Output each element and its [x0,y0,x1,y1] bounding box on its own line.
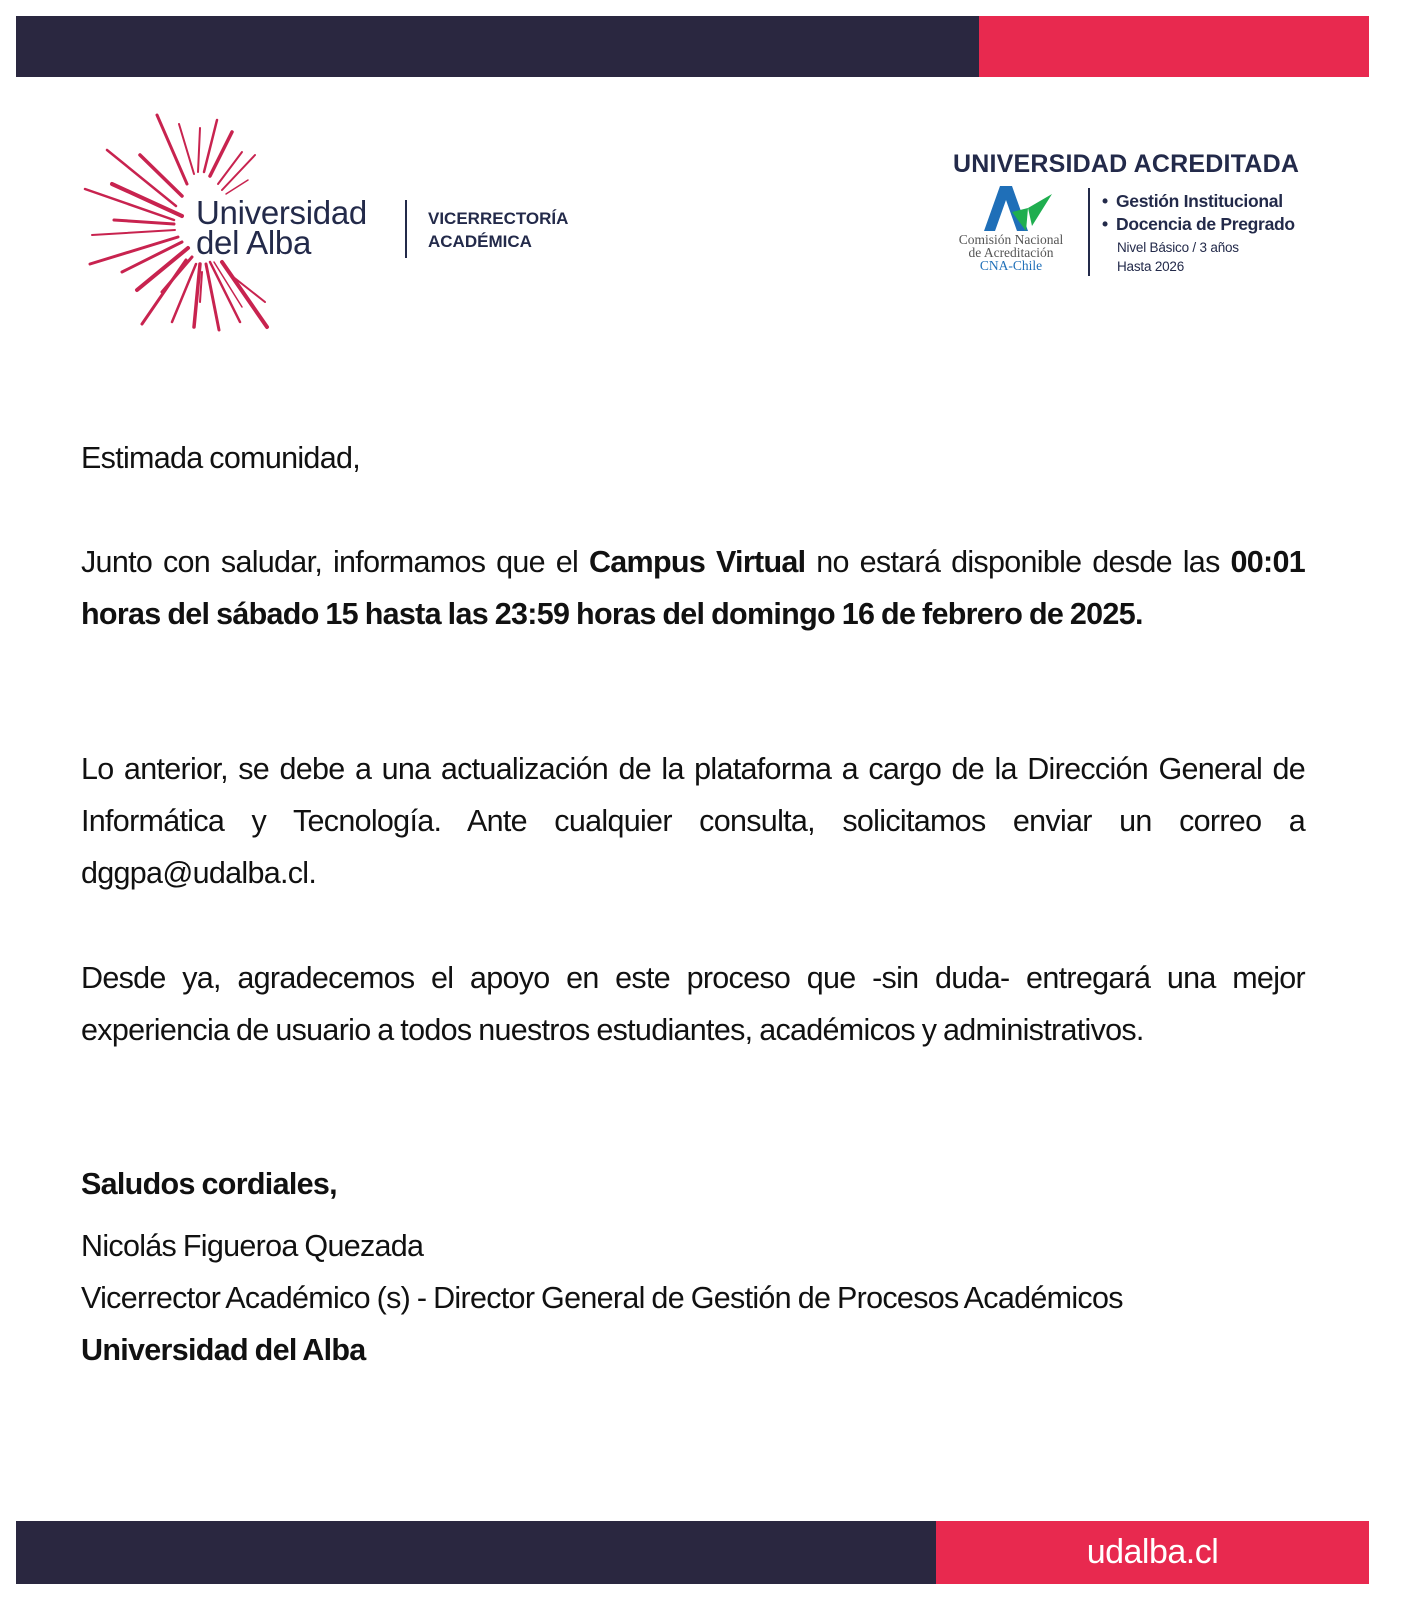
signer-title: Vicerrector Académico (s) - Director General de Gestión de Procesos Académicos [81,1281,1123,1315]
cna-line1: Comisión Nacional [958,232,1064,247]
closing: Saludos cordiales, [81,1167,337,1201]
accreditation-divider [1088,188,1090,276]
cna-line2: de Acreditación [968,245,1054,260]
university-logo [82,112,602,344]
greeting: Estimada comunidad, [81,441,360,475]
bullet-icon: • [1102,214,1108,234]
unit-name-line2: ACADÉMICA [428,232,532,251]
top-decorative-bar [16,16,1369,77]
bullet-icon: • [1102,191,1108,211]
p1-text: Junto con saludar, informamos que el [81,545,589,579]
university-name-line2: del Alba [196,224,312,261]
accreditation-areas [1102,190,1295,276]
footer-bar [16,1521,1369,1584]
accreditation-area [1102,190,1295,213]
signer-institution: Universidad del Alba [81,1333,366,1367]
university-name-line1: Universidad [196,194,367,231]
paragraph-reason: Lo anterior, se debe a una actualización de la plataforma a cargo de la Dirección General de Informática y Tecnología. Ante cualquier consulta, solicitamos enviar un correo a dggpa@udalba.cl. [81,752,1305,890]
cna-agency-name [950,233,1072,272]
area-label: Docencia de Pregrado [1116,214,1295,234]
outage-period: 00:01 horas del sábado 15 hasta las 23:59 horas del domingo 16 de febrero de 2025. [81,545,1305,631]
logo-divider [405,200,407,258]
p1-text-middle: no estará disponible desde las [805,545,1231,579]
campus-virtual-label: Campus Virtual [588,545,806,579]
accreditation-area [1102,213,1295,236]
unit-name [428,207,568,253]
letter-body [81,436,1305,1367]
top-bar-navy-segment [16,16,979,77]
signer-name: Nicolás Figueroa Quezada [81,1229,424,1263]
paragraph-announcement [81,536,1305,640]
accreditation-title: UNIVERSIDAD ACREDITADA [953,150,1300,178]
cna-line3: CNA-Chile [979,258,1043,273]
accreditation-badge [950,150,1310,290]
accreditation-level: Nivel Básico / 3 años [1117,240,1239,255]
paragraph-thanks: Desde ya, agradecemos el apoyo en este proceso que -sin duda- entregará una mejor experiencia de usuario a todos nuestros estudiantes, académicos y administrativos. [81,961,1305,1047]
unit-name-line1: VICERRECTORÍA [428,209,569,228]
footer-bar-navy-segment [16,1521,936,1584]
top-bar-red-segment [979,16,1369,77]
signature-block [81,1158,1305,1376]
footer-bar-red-segment [936,1521,1369,1584]
cna-logo-icon [982,186,1052,232]
area-label: Gestión Institucional [1116,191,1283,211]
website-link[interactable]: udalba.cl [1086,1533,1219,1571]
accreditation-until: Hasta 2026 [1117,259,1185,274]
university-name [196,194,367,261]
